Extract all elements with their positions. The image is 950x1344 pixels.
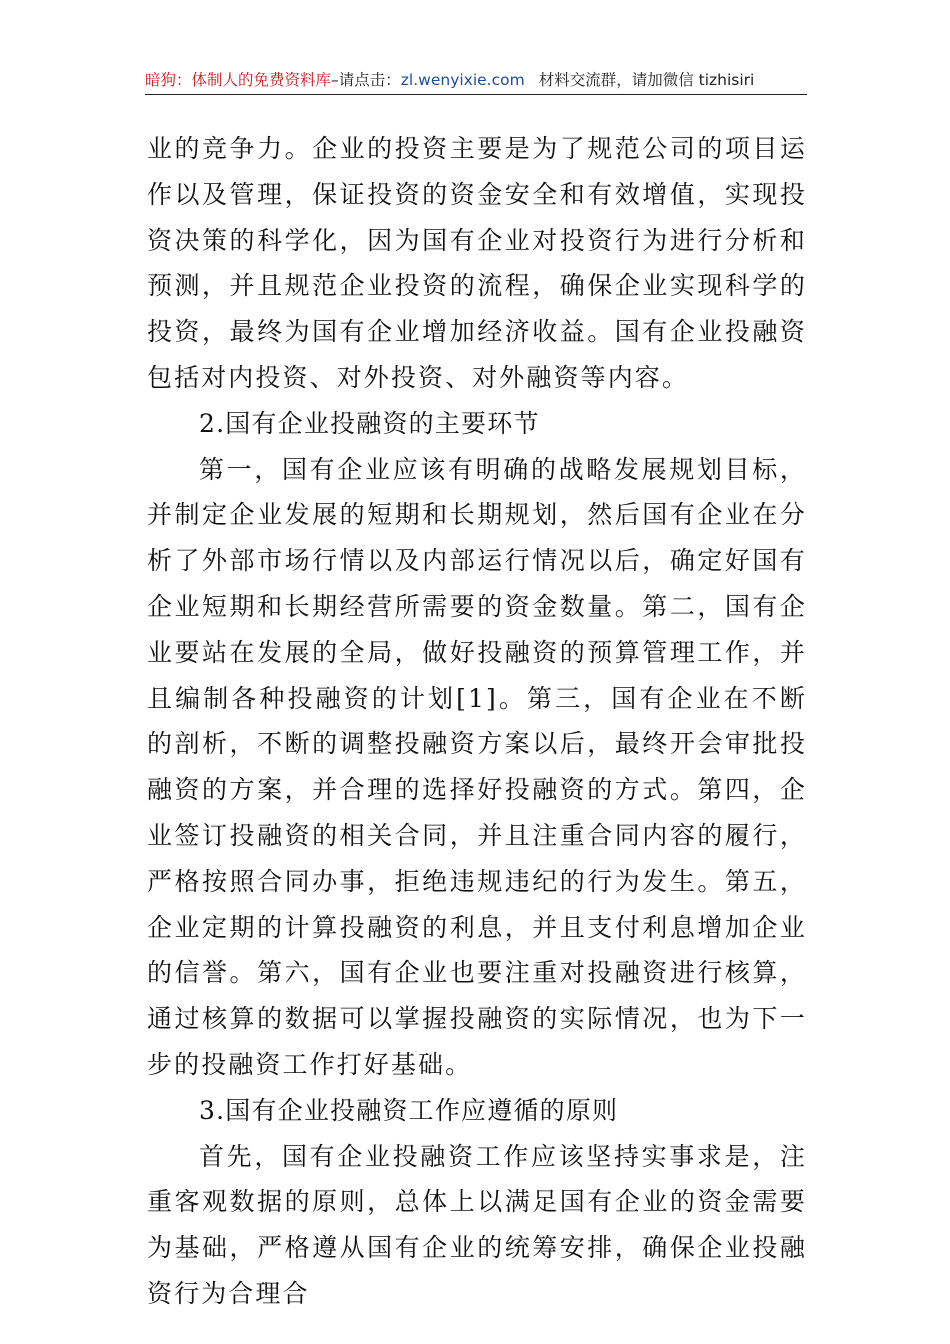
body-text <box>147 126 807 1317</box>
header-link[interactable]: zl.wenyixie.com <box>400 71 525 89</box>
header-group-note: 材料交流群，请加微信 tizhisiri <box>538 71 755 89</box>
paragraph-3: 首先，国有企业投融资工作应该坚持实事求是，注重客观数据的原则，总体上以满足国有企业的资金需要为基础，严格遵从国有企业的统筹安排，确保企业投融资行为合理合 <box>147 1141 807 1308</box>
paragraph-2: 第一，国有企业应该有明确的战略发展规划目标，并制定企业发展的短期和长期规划，然后国有企业在分析了外部市场行情以及内部运行情况以后，确定好国有企业短期和长期经营所需要的资金数量。第二，国有企业要站在发展的全局，做好投融资的预算管理工作，并且编制各种投融资的计划[1]。第三，国有企业在不断的剖析，不断的调整投融资方案以后，最终开会审批投融资的方案，并合理的选择好投融资的方式。第四，企业签订投融资的相关合同，并且注重合同内容的履行，严格按照合同办事，拒绝违规违纪的行为发生。第五，企业定期的计算投融资的利息，并且支付利息增加企业的信誉。第六，国有企业也要注重对投融资进行核算，通过核算的数据可以掌握投融资的实际情况，也为下一步的投融资工作打好基础。 <box>147 454 807 1079</box>
page-header <box>145 66 807 95</box>
paragraph-1: 业的竞争力。企业的投资主要是为了规范公司的项目运作以及管理，保证投资的资金安全和有效增值，实现投资决策的科学化，因为国有企业对投资行为进行分析和预测，并且规范企业投资的流程，确保企业实现科学的投资，最终为国有企业增加经济收益。国有企业投融资包括对内投资、对外投资、对外融资等内容。 <box>147 134 807 392</box>
section-heading-3: 3.国有企业投融资工作应遵循的原则 <box>199 1095 619 1125</box>
header-prompt: –请点击： <box>331 71 401 89</box>
section-heading-2: 2.国有企业投融资的主要环节 <box>199 408 540 438</box>
header-brand: 暗狗：体制人的免费资料库 <box>145 71 332 89</box>
